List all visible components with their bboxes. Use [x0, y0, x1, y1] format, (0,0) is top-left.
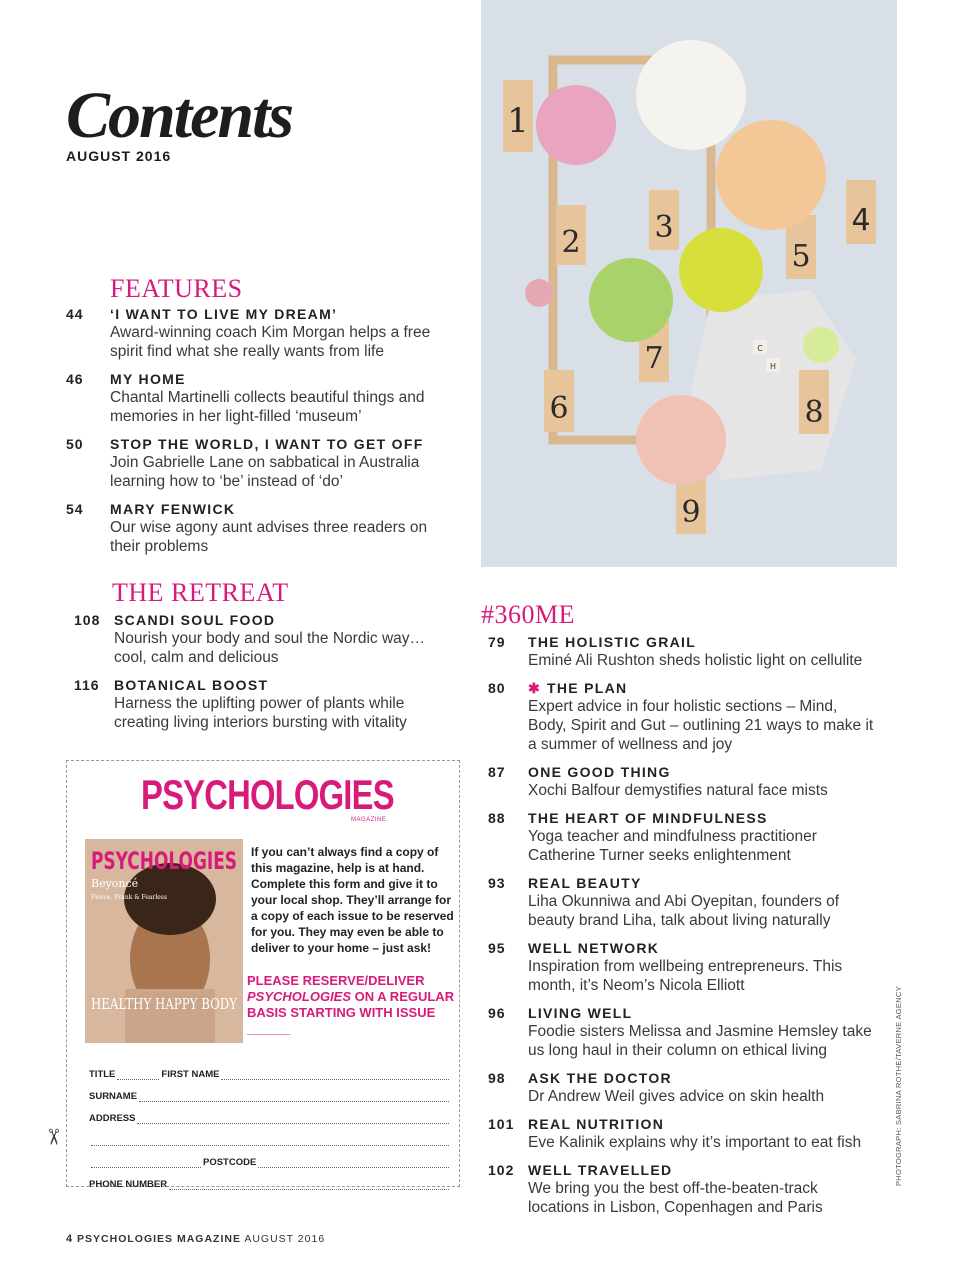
footer-date: AUGUST 2016: [244, 1233, 326, 1245]
entry-title: THE HEART OF MINDFULNESS: [528, 810, 768, 826]
reserve-form: [89, 1061, 451, 1193]
page-number: 46: [66, 371, 84, 387]
page-number: 95: [488, 940, 506, 956]
tile-label: C: [757, 344, 763, 353]
form-row-surname: [89, 1083, 451, 1102]
surname-field[interactable]: [139, 1092, 449, 1102]
page-number: 98: [488, 1070, 506, 1086]
entry-description: Liha Okunniwa and Abi Oyepitan, founders of beauty brand Liha, talk about living naturally: [528, 893, 840, 929]
masthead-date: AUGUST 2016: [66, 148, 172, 164]
reserve-post: ON A REGULAR BASIS STARTING WITH ISSUE ______: [247, 989, 455, 1036]
tile-label: H: [769, 362, 777, 371]
entry-title-text: THE PLAN: [547, 680, 628, 696]
page-number: 79: [488, 634, 506, 650]
entry-description: Our wise agony aunt advises three readers on their problems: [110, 519, 428, 555]
phone-field[interactable]: [169, 1180, 449, 1190]
page-number: 93: [488, 875, 506, 891]
page-number: 50: [66, 436, 84, 452]
toc-entry[interactable]: [488, 633, 878, 670]
address-field-line-3[interactable]: [91, 1158, 201, 1168]
toc-entry[interactable]: [488, 939, 878, 995]
toc-entry[interactable]: [488, 1115, 878, 1152]
tag-label: 5: [791, 239, 811, 274]
entry-title: ASK THE DOCTOR: [528, 1070, 672, 1086]
entry-description: Harness the uplifting power of plants while creating living interiors bursting with vitality: [114, 695, 407, 731]
toc-entry[interactable]: [66, 305, 446, 361]
toc-entry[interactable]: [488, 1004, 878, 1060]
coupon-reserve-text: [247, 973, 457, 1037]
entry-title: STOP THE WORLD, I WANT TO GET OFF: [110, 436, 424, 452]
address-label: ADDRESS: [89, 1113, 136, 1124]
section-heading-360me: #360ME: [481, 600, 575, 629]
toc-entry[interactable]: [488, 809, 878, 865]
form-row-address: [89, 1105, 451, 1124]
entry-title: WELL TRAVELLED: [528, 1162, 673, 1178]
title-field[interactable]: [117, 1070, 159, 1080]
cover-line: Fierce, Frank & Fearless: [91, 894, 167, 901]
entry-description: Expert advice in four holistic sections – Mind, Body, Spirit and Gut – outlining 21 ways to make it a summer of wellness and joy: [528, 698, 874, 753]
tag-label: 7: [644, 341, 664, 376]
coupon-logo-sub: MAGAZINE: [351, 817, 387, 823]
entry-title: BOTANICAL BOOST: [114, 677, 269, 693]
reserve-magazine: PSYCHOLOGIES: [247, 989, 352, 1004]
toc-entry[interactable]: [488, 763, 878, 800]
toc-entry[interactable]: [74, 676, 454, 732]
tag-label: 1: [507, 101, 529, 141]
coupon-blurb: If you can’t always find a copy of this magazine, help is at hand. Complete this form and give it to your local shop. They’ll arrange for a copy of each issue to be reserved for you. They may even be able to deliver to your home – just ask!: [251, 845, 454, 955]
page-number: 87: [488, 764, 506, 780]
masthead-title: Contents: [66, 79, 293, 152]
entry-description: Eve Kalinik explains why it’s important to eat fish: [528, 1134, 862, 1151]
tag-label: 4: [851, 203, 871, 238]
tag-label: 3: [654, 210, 674, 245]
entry-title: [528, 679, 878, 697]
entry-description: Xochi Balfour demystifies natural face mists: [528, 782, 828, 799]
section-heading-retreat: THE RETREAT: [112, 578, 289, 607]
entry-description: Yoga teacher and mindfulness practitioner Catherine Turner seeks enlightenment: [528, 828, 817, 864]
magazine-cover: [85, 839, 243, 1043]
first-name-field[interactable]: [221, 1070, 449, 1080]
entry-description: Award-winning coach Kim Morgan helps a free spirit find what she really wants from life: [110, 324, 431, 360]
page-number: 80: [488, 680, 506, 696]
address-field-line-2[interactable]: [91, 1136, 449, 1146]
entry-title: ‘I WANT TO LIVE MY DREAM’: [110, 306, 338, 322]
flower-photo-illustration: [481, 0, 897, 567]
me360-list: [488, 633, 878, 1226]
address-field[interactable]: [137, 1114, 449, 1124]
entry-description: We bring you the best off-the-beaten-track locations in Lisbon, Copenhagen and Paris: [528, 1180, 823, 1216]
entry-description: Join Gabrielle Lane on sabbatical in Australia learning how to ‘be’ instead of ‘do’: [110, 454, 420, 490]
form-row-title: [89, 1061, 451, 1080]
first-name-label: FIRST NAME: [161, 1069, 220, 1080]
page-number: 102: [488, 1162, 515, 1178]
entry-description: Eminé Ali Rushton sheds holistic light on cellulite: [528, 652, 863, 669]
phone-label: PHONE NUMBER: [89, 1179, 168, 1190]
page-number: 101: [488, 1116, 515, 1132]
form-row-address-2: [89, 1127, 451, 1146]
entry-title: REAL BEAUTY: [528, 875, 642, 891]
entry-title: MY HOME: [110, 371, 186, 387]
toc-entry[interactable]: [488, 1161, 878, 1217]
postcode-field[interactable]: [258, 1158, 449, 1168]
footer-magazine: PSYCHOLOGIES MAGAZINE: [77, 1233, 241, 1245]
section-heading-features: FEATURES: [110, 274, 243, 303]
coupon-logo: PSYCHOLOGIES: [141, 771, 394, 818]
entry-description: Chantal Martinelli collects beautiful things and memories in her light-filled ‘museum’: [110, 389, 425, 425]
entry-title: ONE GOOD THING: [528, 764, 671, 780]
reserve-pre: PLEASE RESERVE/DELIVER: [247, 973, 425, 988]
entry-description: Foodie sisters Melissa and Jasmine Hemsley take us long haul in their column on ethical living: [528, 1023, 872, 1059]
page-number: 88: [488, 810, 506, 826]
entry-description: Dr Andrew Weil gives advice on skin health: [528, 1088, 825, 1105]
features-list: [66, 305, 446, 565]
star-icon: ✱: [528, 680, 542, 696]
page-number: 44: [66, 306, 84, 322]
entry-description: Inspiration from wellbeing entrepreneurs. This month, it’s Neom’s Nicola Elliott: [528, 958, 843, 994]
photo-credit: PHOTOGRAPH: SABRINA ROTHE/TAVERNE AGENCY: [894, 986, 903, 1186]
cover-name: Beyoncé: [91, 877, 139, 890]
form-row-phone: [89, 1171, 451, 1190]
entry-title: REAL NUTRITION: [528, 1116, 665, 1132]
toc-entry[interactable]: [66, 500, 446, 556]
scissors-icon: ✂: [41, 1127, 67, 1147]
entry-title: MARY FENWICK: [110, 501, 236, 517]
page-number: 116: [74, 677, 100, 693]
toc-entry[interactable]: [66, 435, 446, 491]
page-number: 96: [488, 1005, 506, 1021]
flower-photo: [481, 0, 897, 567]
toc-entry[interactable]: [66, 370, 446, 426]
toc-entry[interactable]: [488, 1069, 878, 1106]
reserve-coupon: [66, 760, 460, 1190]
footer-page-number: 4: [66, 1233, 74, 1245]
tag-label: 8: [804, 395, 824, 430]
retreat-list: [74, 611, 454, 741]
page-number: 54: [66, 501, 84, 517]
page-footer: [66, 1233, 325, 1245]
entry-title: LIVING WELL: [528, 1005, 633, 1021]
magazine-cover-illustration: [85, 839, 243, 1043]
toc-entry[interactable]: [74, 611, 454, 667]
tag-label: 2: [561, 225, 581, 260]
page-number: 108: [74, 612, 101, 628]
surname-label: SURNAME: [89, 1091, 138, 1102]
entry-title: THE HOLISTIC GRAIL: [528, 634, 697, 650]
toc-entry[interactable]: [488, 874, 878, 930]
form-row-postcode: [89, 1149, 451, 1168]
tag-label: 9: [681, 495, 701, 530]
entry-title: SCANDI SOUL FOOD: [114, 612, 276, 628]
cover-tagline: HEALTHY HAPPY BODY: [91, 995, 238, 1013]
entry-description: Nourish your body and soul the Nordic way… cool, calm and delicious: [114, 630, 426, 666]
tag-label: 6: [549, 391, 569, 426]
toc-entry[interactable]: [488, 679, 878, 754]
entry-title: WELL NETWORK: [528, 940, 660, 956]
cover-logo: PSYCHOLOGIES: [91, 847, 237, 875]
postcode-label: POSTCODE: [203, 1157, 257, 1168]
title-label: TITLE: [89, 1069, 116, 1080]
